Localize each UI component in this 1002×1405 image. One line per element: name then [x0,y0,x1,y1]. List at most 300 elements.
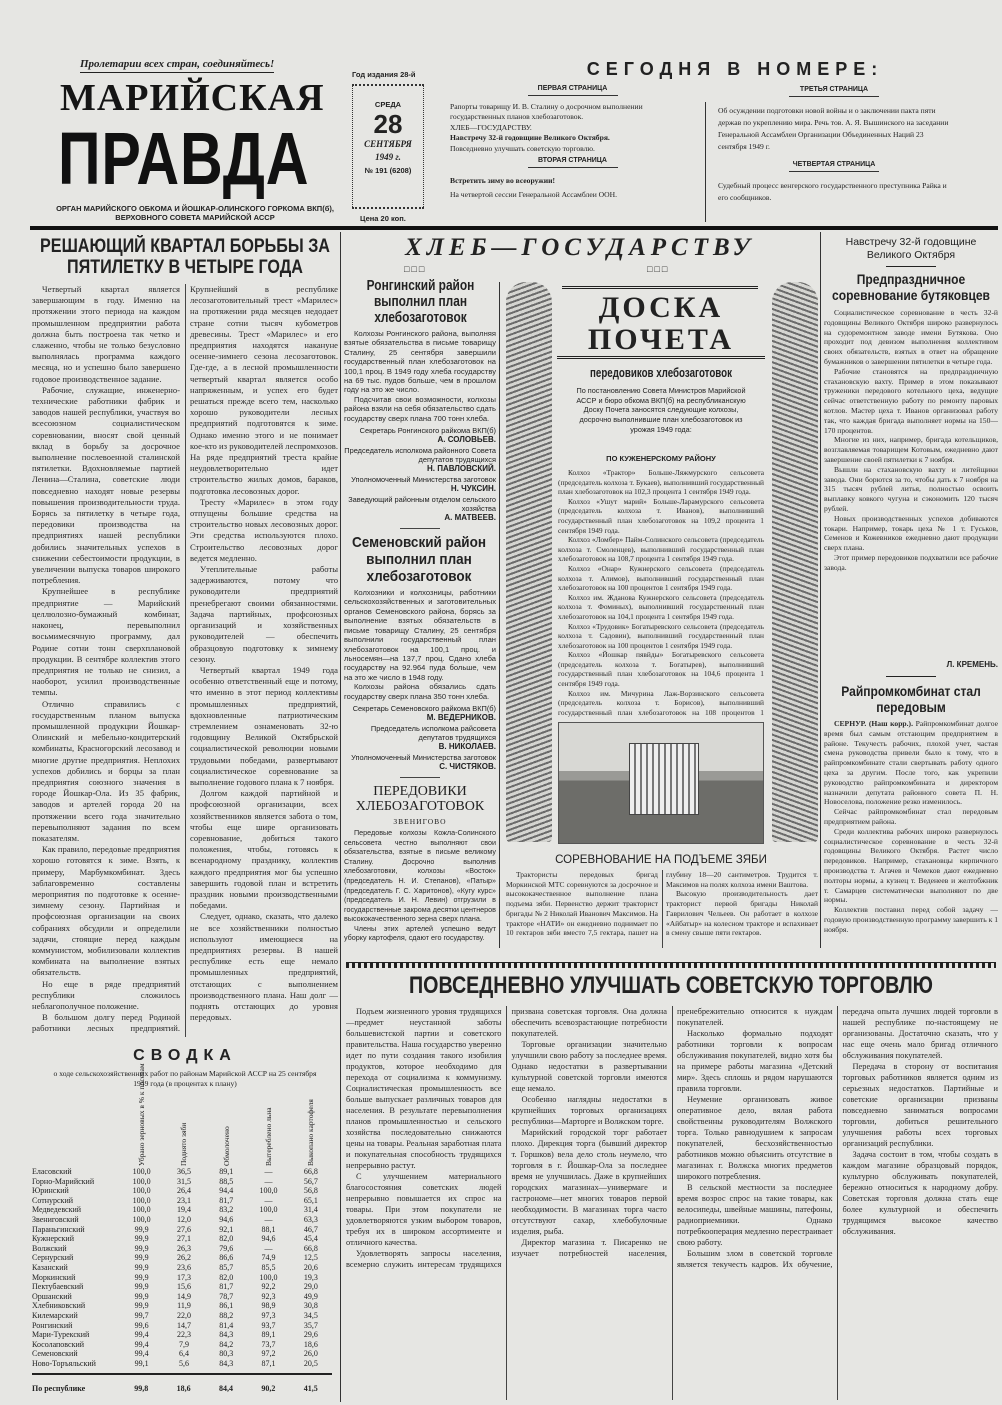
table-row [32,1253,332,1263]
table-cell: 14,9 [176,1291,191,1301]
paragraph: Насколько формально подходят работники торговли к вопросам обслуживания покупателей, видно хотя бы на примере работы магазина «Детский мир». Здесь сплошь и рядом нарушаются правила торговли. [677,1029,833,1093]
table-cell: 93,7 [261,1320,276,1330]
paragraph: Рабочие становятся на предпраздничную стахановскую вахту. Пример в этом показывают труженики передового котельного цеха, ведущие сейчас ответственную работу по ремонту паровых котлов. Мастер цеха т. Иванов организовал работу так, что каждая бригада выполняет нормы на 150—170 процентов. [824,366,998,435]
paragraph: Подъем жизненного уровня трудящихся—предмет неустанной заботы большевистской партии и советского правительства. Наша государство уверенно идет по пути создания такого изобилия продуктов, которое необходимо для перехода от социализма к коммунизму. Социалистическая промышленность все больше выпускает различных товаров для населения. В результате перевыполнения планов промышленностью и сельского хозяйства последовательно снижаются цены на товары. Реальная заработная плата и покупательная способность трудящихся непрерывно растут. [346,1007,502,1170]
district-name: Юринский [32,1186,69,1196]
table-cell: 82,0 [219,1272,234,1282]
paragraph: Крупнейшее в республике предприятие — Марийский целлюлозно-бумажный комбинат, наконец, перевыполнил восьмимесячную программу, дал Родине сотни тонн сверхплановой продукции. В сентябре коллектив этого предприятия не только не снизил, а наоборот, усилил производственные темпы. [32,586,180,698]
paragraph: Отлично справились с государственным планом выпуска промышленной продукции Йошкар-Олинский и мебельно-кондитерский комбинаты, Красногорский лесозавод и многие другие предприятия. Неплохих успехов добились и борцы за план предприятия союзного значения в городе Йошкар-Ола. Из 35 фабрик, заводов и артелей города 20 на протяжении всего года значительно перевыполняют задания по всем показателям. [32,698,180,843]
column-divider [340,232,341,1402]
district-name: Мари-Турекский [32,1330,90,1340]
table-cell: — [264,1215,273,1225]
table-row [32,1244,332,1254]
honor-entries [558,468,764,718]
raiprom-article [824,676,998,945]
bread-left-column [344,278,496,946]
table-cell: 29,6 [303,1330,318,1340]
honor-district: ПО КУЖЕНЕРСКОМУ РАЙОНУ [606,454,716,463]
table-cell: 20,5 [303,1358,318,1368]
district-name: Ронгинский [32,1320,73,1330]
table-cell: — [264,1167,273,1177]
semenovo-body [344,588,496,701]
building-image [629,743,699,815]
paragraph: Подсчитав свои возможности, колхозы района взяли на себя обязательство сдать государству сверх плана 700 тонн хлеба. [344,394,496,423]
masthead-title-line2: ПРАВДА [58,117,310,200]
divider [886,266,936,267]
contents-item[interactable]: Встретить зиму во всеоружии! [450,175,556,185]
table-cell: 65,1 [303,1195,318,1205]
table-cell: 19,3 [303,1272,318,1282]
table-cell: 27,6 [176,1224,191,1234]
signature [344,704,496,722]
leaders-body [344,828,496,946]
table-row [32,1196,332,1206]
paragraph: Коллектив поставил перед собой задачу — годовую производственную программу завершить к 1 ноября. [824,905,998,934]
paragraph: Трактористы передовых бригад Моркинской МТС соревнуются за досрочное и высококачественное выполнение плана подъема зяби. Первенство держит тракторист бригады № 2 Николай Иванович Максимов. На тракторе «НАТИ» он ежедневно поднимает по 10 гектаров зяби вместо 7,5 гектара, пашет на глубину 18—20 сантиметров. Трудится т. Максимов на полях колхоза имени Ваштова. [506,870,818,938]
zyab-body [506,870,818,948]
masthead [30,58,350,228]
paragraph: Четвертый квартал 1949 года особенно ответственный еще и потому, что именно в этот период коллективы промышленных предприятий, вдохновленные патриотическим стремлением ознаменовать 32-ю годовщину Великой Октябрьской социалистической революции новыми трудовыми победами, развертывают социалистическое соревнование за выполнение годового плана к 7 ноября. [190,664,338,787]
table-cell: 100,0 [132,1205,151,1215]
district-name: Еласовский [32,1167,72,1177]
semenovo-article [344,528,496,773]
trade-body [346,1006,998,1400]
contents [450,58,1000,226]
table-cell: 88,2 [219,1311,234,1320]
paragraph: Социалистическое соревнование в честь 32-й годовщины Великого Октября широко развернулось на судоремонтном заводе имени Бутякова. Оно проходит под девизом выполнения коллективом своих обязательств, взятых в ответ на обращение бумажников о завершении пятилетки в четыре года. [824,308,998,366]
table-cell: 45,4 [303,1234,318,1244]
signature-role: Секретарь Ронгинского райкома ВКП(б) [359,426,496,436]
semenovo-signatures [344,704,496,771]
signature-name: С. ЧИСТЯКОВ. [439,761,496,771]
table-cell: 83,2 [219,1205,234,1215]
district-name: Моркинский [32,1272,76,1282]
district-name: Килемарский [32,1311,78,1320]
october-article [824,236,998,670]
table-cell: 100,0 [132,1186,151,1196]
table-cell: 99,9 [134,1263,149,1273]
table-cell: 97,3 [261,1311,276,1320]
contents-item[interactable]: Об осуждении подготовки новой войны и о заключении пакта пяти держав по укреплению мира. Речь тов. А. Я. Вышинского на заседании Генеральной Ассамблеи Организации Объединенных Наций 23 сентября 1949 г. [718,106,949,151]
year-of-publication: Год издания 28-й [352,70,416,79]
october-headline: Предпраздничное соревнование бутяковцев [832,271,990,303]
signature [344,446,496,473]
table-cell: 35,7 [303,1320,318,1330]
table-cell: 20,6 [303,1263,318,1273]
table-cell: 78,7 [219,1291,234,1301]
editorial-headline-text: РЕШАЮЩИЙ КВАРТАЛ БОРЬБЫ ЗА ПЯТИЛЕТКУ В ЧЕТЫРЕ ГОДА [40,236,330,278]
column-label: Обмолочено [221,1126,231,1166]
contents-item[interactable]: На четвертой сессии Генеральной Ассамблеи ООН. [450,190,618,199]
year: 1949 г. [375,152,401,162]
table-cell: 74,9 [261,1253,276,1263]
svodka-rows [32,1167,332,1368]
october-body [824,308,998,660]
contents-item[interactable]: Рапорты товарищу И. В. Сталину о досрочном выполнении государственных планов хлебозаготовок. [450,101,643,121]
table-cell: 46,7 [303,1224,318,1234]
price: Цена 20 коп. [360,214,406,223]
paragraph: Этот пример передовиков подхватили все рабочие завода. [824,552,998,572]
district-name: Медведевский [32,1205,82,1215]
paragraph: Торговые организации значительно улучшили свою работу за последнее время. Однако недостатки в развертывании культурной советской торговли имеются еще немало. [511,1040,667,1093]
table-cell: 99,9 [134,1272,149,1282]
column-label: Вытереблено льна [264,1107,274,1166]
paragraph: Удовлетворять запросы населения, всемерно служить интересам трудящихся призвана советская торговля. Она должна обеспечить всевозрастающие потребности покупателей. [346,1007,667,1269]
table-row [32,1340,332,1350]
page4-title: ЧЕТВЕРТАЯ СТРАНИЦА [789,159,879,172]
contents-left [450,84,695,201]
signature-role: Уполномоченный Министерства заготовок [351,752,496,762]
table-cell: 14,7 [176,1320,191,1330]
table-cell: 99,9 [134,1282,149,1292]
paragraph: Колхоз им. Мичурина Лаж-Ворзинского сельсовета (председатель колхоза т. Борисов), выполнивший государственный план хлебозаготовок на 108 процентов 1 [558,688,764,717]
paragraph: Передовые колхозы Кожла-Солинского сельсовета честно выполняют свои обязательства, взятые в письме великому Сталину. Досрочно выполнив хлебозаготовки, колхозы «Восток» (председатель Н. И. Степанов), «Патыр» (председатель Г. С. Харитонов), «Кугу курс» (председатель И. Н. Левин) отгрузили в государственные закрома десятки центнеров высококачественного зерна сверх плана. [344,827,496,924]
paragraph: Колхоз «Ломбер» Пайм-Солинского сельсовета (председатель колхоза т. Смоленцев), выполнивший государственный план хлебозаготовок на 108,7 процента 1 сентября 1949 года. [558,535,764,564]
october-kicker: Навстречу 32-й годовщине Великого Октября [845,236,977,261]
ornament-icon: □□□ [647,264,670,274]
table-row [32,1282,332,1292]
paragraph: Директор магазина т. Писаренко не изучает потребностей населения, пренебрежительно относится к нуждам покупателей. [511,1007,833,1258]
paragraph: Вышли на стахановскую вахту и литейщики завода. Они борются за то, чтобы дать к 7 ноября на 315 тысяч рублей литья, полностью освоить выплавку ковкого чугуна и сэкономить 120 тысяч рублей. [824,464,998,513]
table-cell: 56,7 [303,1176,318,1186]
table-cell: 26,2 [176,1253,191,1263]
contents-item[interactable]: ХЛЕБ—ГОСУДАРСТВУ. [450,122,532,132]
masthead-title-line1: МАРИЙСКАЯ [60,77,325,119]
table-cell: 87,1 [261,1358,276,1368]
paragraph: Особенно наглядны недостатки в крупнейших торговых организациях республики—Марторге и Волжском торге. [511,1095,667,1126]
table-cell: 84,2 [219,1339,234,1349]
signature [344,426,496,444]
table-cell: 81,4 [219,1320,234,1330]
table-cell: 22,3 [176,1330,191,1340]
table-row [32,1301,332,1311]
paragraph: Райпромкомбинат долгое время был самым отстающим предприятием в районе. Текучесть рабочих, плохой учет, частая смена руководства привели было к тому, что в райпромкомбинате стали свертывать работу одного цеха за другим. После того, как укрепили руководство райпромкомбината и директором назначили депутата районного совета П. Н. Новоселова, положение резко изменилось. [824,719,998,807]
paragraph: Передача в сторону от воспитания торговых работников является одним из серьезных недостатков. Партийные и советские организации призваны повседневно заниматься вопросами торговли, добиться решительного улучшения работы всех торговых организаций республики. [842,1062,998,1148]
paragraph: Как правило, передовые предприятия хорошо готовятся к зиме. Взять, к примеру, Марбумкомбинат. Здесь заблаговременно составлены мероприятия по подготовке к осенне-зимнему сезону. Партийная и профсоюзная организации на своих собраниях обсудили и определили задачи, стоящие перед каждым коммунистом, мобилизовали коллектив комбината на выполнение взятых обязательств. [32,844,180,978]
photo-plowing [558,722,764,844]
signature-role: Уполномоченный Министерства заготовок [351,475,496,485]
column-divider [499,282,500,948]
table-cell: 84,4 [219,1383,233,1393]
signature [344,495,496,522]
table-cell: 29,0 [303,1282,318,1292]
table-cell: 99,9 [134,1301,149,1311]
column-label: Выкопано картофеля [306,1099,316,1166]
table-cell: 81,7 [219,1282,234,1292]
honor-subtitle: передовиков хлебозаготовок [590,366,732,380]
district-name: Горно-Марийский [32,1176,95,1186]
contents-title: СЕГОДНЯ В НОМЕРЕ: [586,59,884,79]
leaders-headline: ПЕРЕДОВИКИ ХЛЕБОЗАГОТОВОК [355,783,485,814]
table-cell: 84,3 [219,1330,234,1340]
district-name: Кужнерский [32,1234,74,1244]
district-name: Сернурский [32,1253,74,1263]
table-cell: 41,5 [303,1383,318,1393]
table-cell: 99,4 [134,1349,149,1359]
table-cell: 99,9 [134,1243,149,1253]
signature-name: Н. ПАВЛОВСКИЙ. [426,464,496,474]
svodka-subtitle: о ходе сельскохозяйственных работ по районам Марийской АССР на 25 сентября 1949 года (в процентах к плану) [53,1069,317,1088]
table-cell: 66,8 [303,1243,318,1253]
table-cell: 23,6 [176,1263,191,1273]
table-cell: 19,4 [176,1205,191,1215]
bread-banner: ХЛЕБ—ГОСУДАРСТВУ [405,234,755,261]
table-cell: 82,0 [219,1234,234,1244]
table-cell: 26,3 [176,1243,191,1253]
table-cell: 27,1 [176,1234,191,1244]
month: СЕНТЯБРЯ [364,139,412,149]
table-cell: 99,4 [134,1339,149,1349]
table-cell: 99,9 [134,1291,149,1301]
honor-title-line2: ПОЧЕТА [557,324,765,359]
paragraph: Многие из них, например, бригада котельщиков, возглавляемая товарищем Котовым, ежедневно дают завершение своей пятилетки к 7 ноября. [824,435,998,464]
paragraph: В большом долгу перед Родиной работники лесных предприятий. Крупнейший в республике лесозаготовительный трест «Марилес» на протяжении ряда месяцев недодает стране сотни тысяч кубометров древесины. Трест «Марилес» и его предприятия находятся накануне осенне-зимнего сезона лесозаготовок. Где-где, а в лесной промышленности четвертый квартал является особо напряженным, и успех его будет решаться прежде всего тем, насколько хорошо руководители лесных предприятий подготовятся к зиме. Однако именно этого и не понимает кое-кто из руководителей леспромхозов. На ряде предприятий треста крайне неудовлетворительно идет строительство жилых домов, бараков, подготовка лесовозных дорог. [32,284,338,1034]
table-row [32,1215,332,1225]
paragraph: Тресту «Марилес» в этом году отпущены большие средства на строительство новых лесовозных дорог. Эти средства используются плохо. Строительство лесовозных дорог ведется медленно. [190,496,338,563]
paragraph: Марийский городской торг работает плохо. Дирекция торга (бывший директор т. Горшков) вела дело столь неумело, что торговля в г. Йошкар-Ола за последнее время не улучшилась. Даже в крупнейших городских магазинах—универмаге и гастрономе—нет многих товаров первой необходимости. В магазинах торга часто отсутствуют сахар, хлебобулочные изделия, рыба. [511,1128,667,1236]
paragraph: Задача состоит в том, чтобы создать в каждом магазине образцовый порядок, культурно обслуживать покупателей, бережно относиться к народному добру. Советская торговля должна стать еще более культурной и обеспечить трудящимся высокое качество обслуживания. [842,1150,998,1236]
paragraph: Среди коллектива рабочих широко развернулось социалистическое соревнование в честь 32-й годовщины Великого Октября. Растет число передовиков. Например, стахановцы кирпичного производства т. Агачев и Чемеков дают ежедневно полторы нормы, а кузнец т. Веденеев и желтобжник т. Самарцев систематически выполняют по две нормы. [824,826,998,905]
table-cell: 99,8 [134,1383,149,1393]
table-cell: 85,7 [219,1263,234,1273]
table-row [32,1225,332,1235]
rongino-article [344,278,496,524]
column-label: Убрано зерновых в % к посевам [137,1063,147,1166]
signature-name: Н. ЧУКСИН. [450,484,496,494]
svodka-title: СВОДКА [133,1047,237,1064]
table-cell: 84,3 [219,1358,234,1368]
table-header [205,1091,247,1167]
paragraph: Колхозники и колхозницы, работники сельскохозяйственных и заготовительных органов Семеновского района, борясь за выполнение взятых обязательств в письме товарищу Сталину, 25 сентября выполнили государственный план хлебозаготовок на 100,1 проц. и льносемян—на 137,7 проц. Сдано хлеба государству на 92.964 пуда больше, чем на это же число в 1948 году. [344,588,496,682]
table-cell: 99,4 [134,1330,149,1340]
table-cell: 23,1 [176,1195,191,1205]
honor-title-line1: ДОСКА [598,291,724,324]
contents-divider [705,102,706,222]
table-row [32,1273,332,1283]
signature-role: Председатель исполкома райсовета депутатов трудящихся [370,723,496,742]
signature-role: Заведующий районным отделом сельского хозяйства [348,495,496,514]
table-row [32,1292,332,1302]
day: 28 [373,109,403,139]
table-cell: 18,6 [176,1383,191,1393]
editorial-body [32,284,338,1037]
table-cell: 100,0 [259,1186,278,1196]
contents-item[interactable]: Навстречу 32-й годовщине Великого Октября. [450,133,610,142]
table-header-corner [32,1091,120,1167]
paragraph: Колхозы Ронгинского района, выполняя взятые обязательства в письме товарищу Сталину, 25 сентября завершили государственный план хлебозаготовок на 100,1 проц. В 1949 году хлеба государству на 69 тыс. пудов больше, чем в прошлом году на это же число. [344,329,496,395]
table-cell: 85,5 [261,1263,276,1273]
divider [400,777,440,778]
table-cell: 49,9 [303,1291,318,1301]
district-name: Оршанский [32,1291,72,1301]
table-row [32,1205,332,1215]
table-cell: 56,8 [303,1186,318,1196]
paragraph: Новых производственных успехов добиваются токари. Например, токарь цеха № 1 т. Гуськов, Семенов и Кожевников ежедневно дают продукции сверх плана. [824,513,998,553]
table-cell: 90,2 [261,1383,276,1393]
raiprom-dateline: СЕРНУР. (Наш корр.). [834,719,913,728]
table-cell: 73,7 [261,1339,276,1349]
table-cell: — [264,1243,273,1253]
signature-name: А. МАТВЕЕВ. [444,513,496,523]
contents-right [718,84,950,204]
signature-name: В. НИКОЛАЕВ. [438,741,496,751]
table-cell: 92,3 [261,1291,276,1301]
district-name: Ново-Торъяльский [32,1358,96,1368]
wheat-left-icon [506,282,552,842]
raiprom-body [824,719,998,945]
table-cell: 17,3 [176,1272,191,1282]
paragraph: Колхоз «Онар» Кужнерского сельсовета (председатель колхоза т. Алимов), выполнивший государственный план хлебозаготовок на 100 процентов 1 сентября 1949 года. [558,563,764,593]
paragraph: Колхоз «Йошкар пявйды» Богатыревского сельсовета (председатель колхоза т. Богатырев), выполнивший государственный план хлебозаготовок на 104,6 процента 1 сентября 1949 года. [558,650,764,689]
paragraph: Сейчас райпромкомбинат стал передовым предприятием района. [824,807,998,826]
table-cell: 88,1 [261,1224,276,1234]
contents-item[interactable]: Судебный процесс венгерского государственного преступника Райка и его сообщников. [718,181,947,202]
leaders-article [344,777,496,946]
wavy-rule [346,962,996,968]
signature-name: А. СОЛОВЬЕВ. [437,435,496,445]
table-cell: 94,6 [261,1234,276,1244]
page2-title: ВТОРАЯ СТРАНИЦА [528,156,618,168]
table-cell: 81,7 [219,1195,234,1205]
table-cell: 31,5 [176,1176,191,1186]
table-header [163,1091,205,1167]
zyab-headline: СОРЕВНОВАНИЕ НА ПОДЪЕМЕ ЗЯБИ [555,854,767,866]
paragraph: Колхоз «Трактор» Больше-Ляжмурского сельсовета (председатель колхоза т. Букаев), выполнивший государственный план хлебозаготовок на 102,3 процента 1 сентября 1949 года. [558,468,764,497]
table-row [32,1167,332,1177]
contents-item[interactable]: Повседневно улучшать советскую торговлю. [450,143,595,153]
masthead-organ: ОРГАН МАРИЙСКОГО ОБКОМА И ЙОШКАР-ОЛИНСКОГО ГОРКОМА ВКП(б), ВЕРХОВНОГО СОВЕТА МАРИЙСКОЙ АССР [56,204,334,222]
table-cell: 98,9 [261,1301,276,1311]
masthead-rule [30,226,998,230]
paragraph: Четвертый квартал является завершающим в году. Именно на протяжении этого периода на каждом промышленном предприятии работа должна быть построена так четко и слаженно, чтобы не только безусловно выполнялась программа каждого месяца, но и успешно было завершено годовое производственное задание. [32,284,180,384]
table-cell: 89,1 [219,1167,234,1177]
table-cell: 18,6 [303,1339,318,1349]
table-cell: 97,2 [261,1349,276,1359]
ornament-rule [562,286,758,289]
table-cell: 63,3 [303,1215,318,1225]
table-cell: 94,6 [219,1215,234,1225]
signature-role: Секретарь Семеновского райкома ВКП(б) [352,703,496,713]
table-cell: 92,1 [219,1224,234,1234]
district-name: По республике [32,1383,86,1393]
table-cell: 31,4 [303,1205,318,1215]
table-cell: 100,0 [132,1215,151,1225]
table-row [32,1234,332,1244]
rongino-signatures [344,426,496,522]
column-divider [820,232,821,948]
table-header [120,1063,162,1167]
table-cell: 11,9 [177,1301,191,1311]
paragraph: Рабочие, служащие, инженерно-технические работники фабрик и заводов нашей республики, участвуя во всесоюзном социалистическом соревновании, вносят свой ценный вклад в борьбу за досрочное выполнение послевоенной сталинской пятилетки. Вдохновляемые партией Ленина—Сталина, советские люди повседневно находят новые резервы повышения производительности труда. Борясь за пятилетку в четыре года, передовики производства на предприятиях нашей республики добились значительных успехов в снижении себестоимости продукции, в увеличении выпуска товаров широкого потребления. [32,384,180,586]
table-total-rule [32,1373,332,1375]
issue-number: № 191 (6208) [364,166,412,175]
svodka-total [32,1383,332,1393]
table-cell: 88,5 [219,1176,234,1186]
october-author: Л. КРЕМЕНЬ. [946,660,998,669]
district-name: Семеновский [32,1349,78,1359]
table-cell: 30,8 [303,1301,318,1311]
table-cell: 79,6 [219,1243,234,1253]
signature [344,753,496,771]
table-row [32,1321,332,1331]
table-row [32,1330,332,1340]
table-cell: 26,0 [303,1349,318,1359]
table-cell: 36,5 [176,1167,191,1177]
table-cell: 12,5 [303,1253,318,1263]
trade-headline-wrap [346,972,996,1000]
semenovo-headline: Семеновский район выполнил план хлебозаготовок [351,534,487,586]
table-cell: 22,0 [176,1311,191,1320]
signature [344,724,496,751]
table-cell: 26,4 [176,1186,191,1196]
table-cell: 12,0 [176,1215,191,1225]
table-cell: 99,9 [134,1253,149,1263]
table-row [32,1177,332,1187]
district-name: Сотнурский [32,1195,74,1205]
table-row [32,1359,332,1369]
table-total-row [32,1383,332,1393]
table-cell: 100,0 [259,1205,278,1215]
district-name: Параньгинский [32,1224,85,1234]
table-cell: 89,1 [261,1330,276,1340]
paragraph: С улучшением материального благосостояния советских людей непрерывно повышается их спрос на товары. При этом покупатели не удовлетворяются узким выбором товаров, требуя их в широком ассортименте и отличного качества. [346,1172,502,1247]
table-cell: 99,9 [134,1234,149,1244]
paragraph: Следует, однако, сказать, что далеко не все хозяйственники полностью используют имеющиеся на предприятиях резервы. В нашей республике есть еще немало промышленных предприятий, отстающих с выполнением производственного плана. Наш долг — поднять отстающих до уровня передовых. [190,911,338,1023]
table-cell: — [264,1195,273,1205]
table-cell: 6,4 [178,1349,189,1359]
signature [344,475,496,493]
paragraph: Утеплительные работы задерживаются, потому что руководители предприятий пренебрегают своими обязанностями. Задача партийных, профсоюзных организаций и хозяйственных руководителей — обеспечить образцовую подготовку к зимнему сезону. [190,564,338,664]
table-row [32,1349,332,1359]
district-name: Звениговский [32,1215,79,1225]
paragraph: Но еще в ряде предприятий республики сложилось неблагополучное положение. [32,978,180,1011]
raiprom-headline: Райпромкомбинат стал передовым [841,683,981,715]
paragraph: Большим злом в советской торговле является текучесть кадров. Их обучение, передача опыта лучших людей торговли в нашей республике по-настоящему не организованы. Достаточно сказать, что у нас еще очень мало бригад отличного обслуживания покупателей. [677,1007,998,1269]
table-row [32,1186,332,1196]
paragraph: Члены этих артелей успешно ведут уборку картофеля, сдают его государству. [344,923,496,943]
divider [400,528,440,529]
paragraph: Колхозы района обязались сдать государству сверх плана 350 тонн хлеба. [344,682,496,701]
page3-title: ТРЕТЬЯ СТРАНИЦА [789,84,879,97]
table-cell: 99,1 [134,1358,149,1368]
table-cell: 100,0 [132,1167,151,1177]
rongino-headline: Ронгинский район выполнил план хлебозаготовок [366,278,475,326]
weekday: СРЕДА [374,100,402,109]
table-header [247,1091,289,1167]
table-cell: 15,6 [176,1282,191,1292]
district-name: Пектубаевский [32,1282,84,1292]
table-cell: 5,6 [178,1358,189,1368]
ornament-icon: □□□ [404,264,427,274]
table-cell: 100,0 [132,1195,151,1205]
table-cell: 7,9 [178,1339,189,1349]
table-cell: 86,6 [219,1253,234,1263]
table-cell: 100,0 [132,1176,151,1186]
rongino-body [344,329,496,423]
paragraph: Долгом каждой партийной и профсоюзной организации, всех хозяйственников является забота о том, чтобы еще шире организовать соревнование, добиться такого положения, чтобы, готовясь к всенародному празднику, коллектив каждого предприятия мог бы успешно завершить годовой план и встретить праздник новыми производственными победами. [190,788,338,911]
table-row [32,1311,332,1321]
column-label: Поднято зяби [179,1122,189,1166]
honor-intro: По постановлению Совета Министров Марийской АССР и бюро обкома ВКП(б) на республиканскую Доску Почета заносятся следующие колхозы, досрочно выполнившие план хлебозаготовок из урожая 1949 года: [576,386,746,434]
table-header [290,1091,332,1167]
paragraph: Колхоз «Трудовик» Богатыревского сельсовета (председатель колхоза т. Садовин), выполнивший государственный план хлебозаготовок на 100 процентов 1 сентября 1949 года. [558,621,764,650]
table-cell: 66,8 [303,1167,318,1177]
signature-name: М. ВЕДЕРНИКОВ. [426,712,496,722]
table-cell: 80,3 [219,1349,234,1359]
paragraph: Колхоз «Ушут марий» Больше-Ларамурского сельсовета (председатель колхоза т. Иванов), выполнивший государственный план хлебозаготовок на 109,2 процента 1 сентября 1949 года. [558,496,764,535]
district-name: Хлебниковский [32,1301,86,1311]
trade-headline: ПОВСЕДНЕВНО УЛУЧШАТЬ СОВЕТСКУЮ ТОРГОВЛЮ [409,972,933,999]
